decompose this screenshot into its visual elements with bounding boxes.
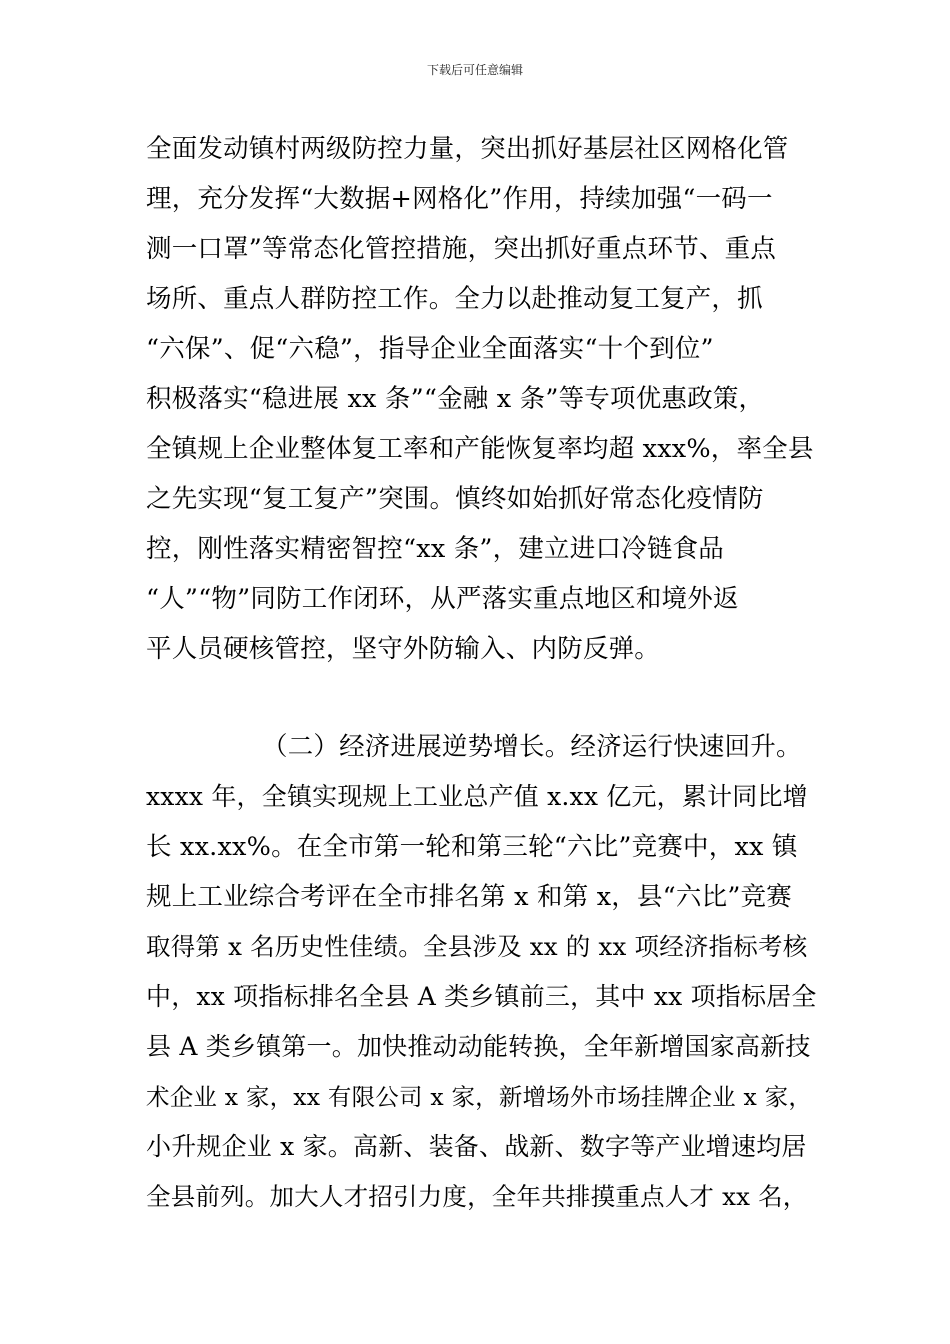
- paragraph-line: 规上工业综合考评在全市排名第 x 和第 x，县“六比”竞赛: [146, 882, 792, 912]
- paragraph-line: 县 A 类乡镇第一。加快推动动能转换，全年新增国家高新技: [146, 1032, 811, 1061]
- paragraph-line: 场所、重点人群防控工作。全力以赴推动复工复产，抓: [146, 284, 763, 314]
- paragraph-line: 中，xx 项指标排名全县 A 类乡镇前三，其中 xx 项指标居全: [146, 982, 817, 1011]
- paragraph-line: 全面发动镇村两级防控力量，突出抓好基层社区网格化管: [146, 134, 789, 164]
- paragraph-line: 控，刚性落实精密智控“xx 条”，建立进口冷链食品: [146, 534, 724, 564]
- paragraph-line: “人”“物”同防工作闭环，从严落实重点地区和境外返: [146, 584, 739, 614]
- paragraph-line: “六保”、促“六稳”，指导企业全面落实“十个到位”: [146, 334, 714, 364]
- paragraph-line: 积极落实“稳进展 xx 条”“金融 x 条”等专项优惠政策，: [146, 384, 765, 414]
- paragraph-line: 测一口罩”等常态化管控措施，突出抓好重点环节、重点: [146, 234, 777, 264]
- paragraph-line: 平人员硬核管控，坚守外防输入、内防反弹。: [146, 634, 661, 664]
- page-header-note: 下载后可任意编辑: [426, 63, 523, 77]
- paragraph-line: 全县前列。加大人才招引力度，全年共排摸重点人才 xx 名，: [146, 1182, 808, 1211]
- paragraph-line: 之先实现“复工复产”突围。慎终如始抓好常态化疫情防: [146, 484, 764, 514]
- paragraph-line: 理，充分发挥“大数据+网格化”作用，持续加强“一码一: [146, 184, 773, 214]
- paragraph-line: 小升规企业 x 家。高新、装备、战新、数字等产业增速均居: [146, 1132, 807, 1161]
- paragraph-line: xxxx 年，全镇实现规上工业总产值 x.xx 亿元，累计同比增: [146, 782, 808, 811]
- paragraph-line: 取得第 x 名历史性佳绩。全县涉及 xx 的 xx 项经济指标考核: [146, 932, 808, 961]
- paragraph-line: 术企业 x 家，xx 有限公司 x 家，新增场外市场挂牌企业 x 家，: [146, 1083, 813, 1111]
- section-heading-line: （二）经济进展逆势增长。经济运行快速回升。: [262, 732, 802, 762]
- paragraph-line: 长 xx.xx%。在全市第一轮和第三轮“六比”竞赛中，xx 镇: [146, 832, 798, 862]
- paragraph-line: 全镇规上企业整体复工率和产能恢复率均超 xxx%，率全县: [146, 434, 814, 464]
